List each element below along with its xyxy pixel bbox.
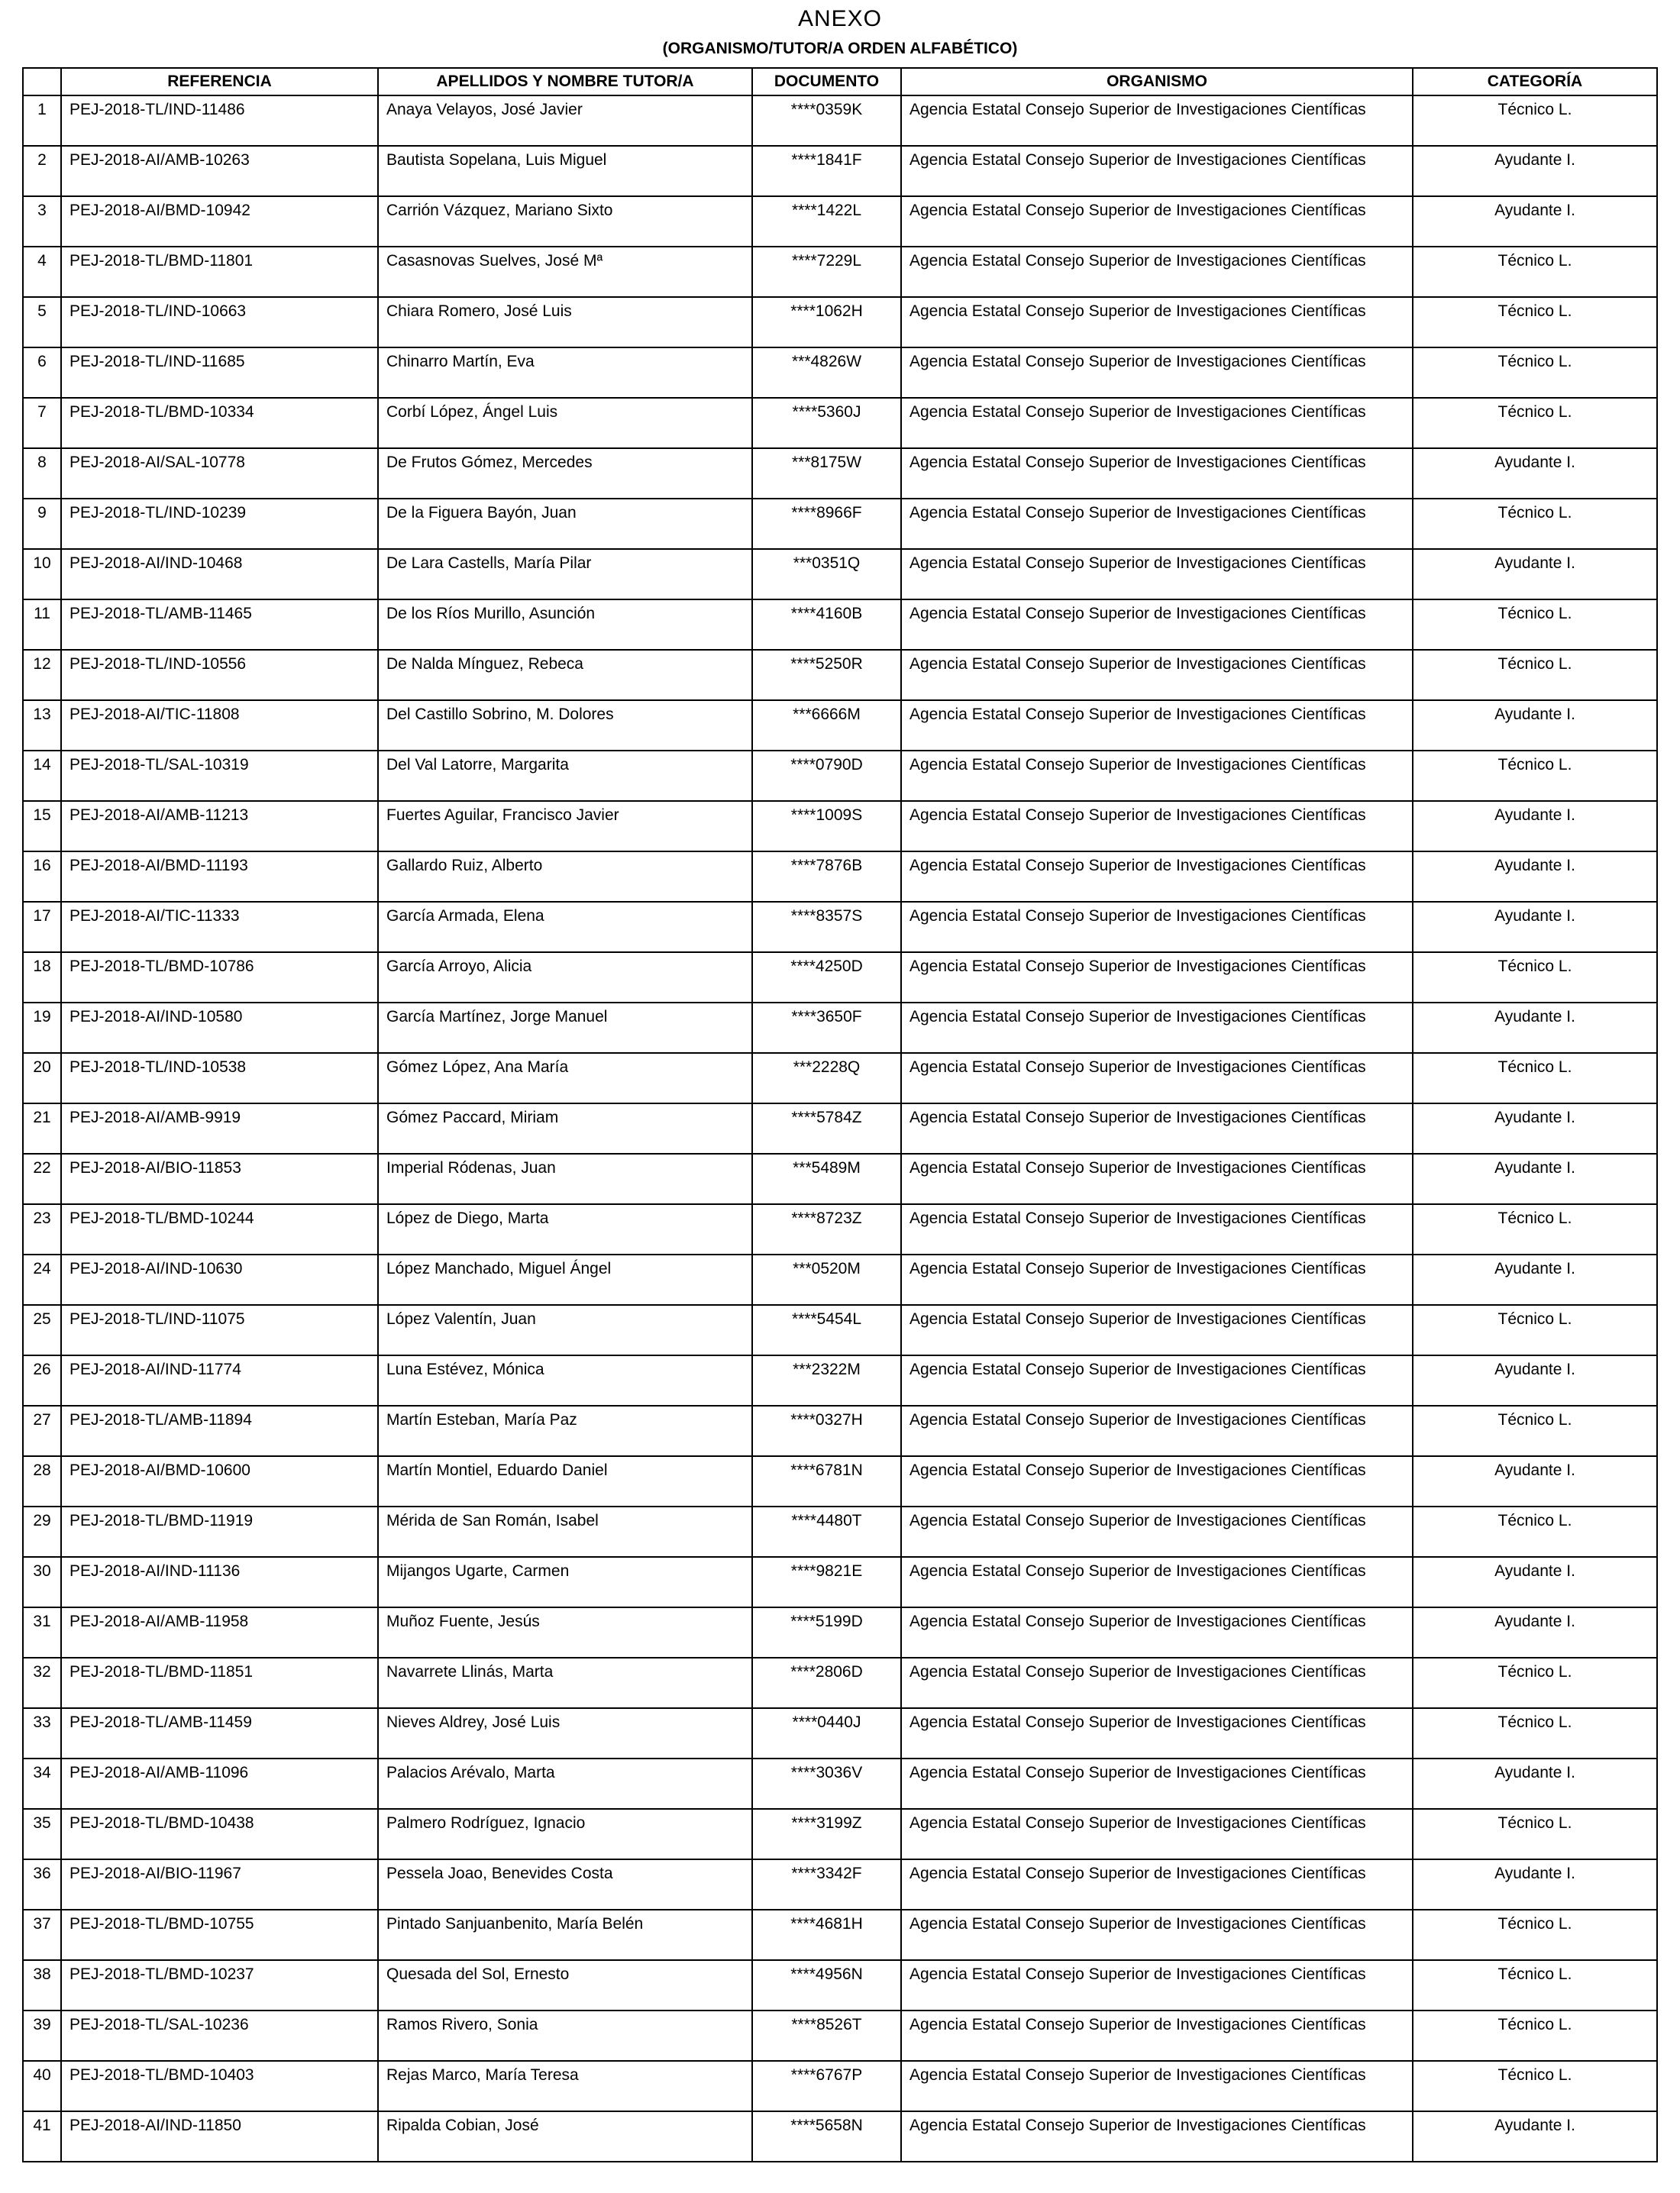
cell-categoria: Ayudante I. [1413,1557,1657,1607]
cell-tutor: De Nalda Mínguez, Rebeca [378,650,752,700]
cell-categoria: Técnico L. [1413,1204,1657,1255]
tutors-table [22,67,1658,2162]
cell-num: 1 [23,95,61,146]
cell-num: 30 [23,1557,61,1607]
cell-organismo: Agencia Estatal Consejo Superior de Investigaciones Científicas [901,1406,1413,1456]
cell-organismo: Agencia Estatal Consejo Superior de Investigaciones Científicas [901,1708,1413,1759]
cell-organismo: Agencia Estatal Consejo Superior de Investigaciones Científicas [901,2111,1413,2162]
cell-documento: ****3342F [752,1859,901,1910]
table-header-row [23,68,1657,95]
cell-organismo: Agencia Estatal Consejo Superior de Investigaciones Científicas [901,1809,1413,1859]
table-body [23,95,1657,2162]
table-row [23,247,1657,297]
cell-num: 10 [23,549,61,599]
cell-categoria: Ayudante I. [1413,1859,1657,1910]
table-row [23,347,1657,398]
cell-documento: ****1062H [752,297,901,347]
cell-tutor: Pintado Sanjuanbenito, María Belén [378,1910,752,1960]
cell-categoria: Técnico L. [1413,297,1657,347]
cell-organismo: Agencia Estatal Consejo Superior de Investigaciones Científicas [901,1658,1413,1708]
cell-referencia: PEJ-2018-AI/IND-11774 [61,1355,378,1406]
cell-documento: ****1009S [752,801,901,851]
cell-documento: ****6767P [752,2061,901,2111]
page-title: ANEXO [797,6,883,31]
cell-categoria: Técnico L. [1413,1507,1657,1557]
table-row [23,398,1657,448]
cell-categoria: Técnico L. [1413,650,1657,700]
cell-num: 22 [23,1154,61,1204]
cell-documento: ****0359K [752,95,901,146]
table-row [23,1809,1657,1859]
cell-referencia: PEJ-2018-TL/BMD-10438 [61,1809,378,1859]
cell-documento: ****4250D [752,952,901,1003]
cell-tutor: Mérida de San Román, Isabel [378,1507,752,1557]
cell-categoria: Técnico L. [1413,2011,1657,2061]
cell-documento: ***5489M [752,1154,901,1204]
cell-referencia: PEJ-2018-AI/AMB-10263 [61,146,378,196]
cell-documento: ****4681H [752,1910,901,1960]
cell-referencia: PEJ-2018-AI/BMD-10600 [61,1456,378,1507]
cell-tutor: García Armada, Elena [378,902,752,952]
column-header-organismo: ORGANISMO [901,68,1413,95]
cell-tutor: De los Ríos Murillo, Asunción [378,599,752,650]
cell-tutor: Gómez Paccard, Miriam [378,1103,752,1154]
table-row [23,751,1657,801]
cell-num: 28 [23,1456,61,1507]
cell-documento: ****7229L [752,247,901,297]
cell-tutor: Palmero Rodríguez, Ignacio [378,1809,752,1859]
cell-organismo: Agencia Estatal Consejo Superior de Investigaciones Científicas [901,1910,1413,1960]
cell-num: 18 [23,952,61,1003]
table-row [23,1859,1657,1910]
cell-documento: ****2806D [752,1658,901,1708]
cell-tutor: Martín Esteban, María Paz [378,1406,752,1456]
cell-tutor: López Manchado, Miguel Ángel [378,1255,752,1305]
cell-tutor: Anaya Velayos, José Javier [378,95,752,146]
cell-documento: ****5250R [752,650,901,700]
cell-documento: ****7876B [752,851,901,902]
cell-categoria: Ayudante I. [1413,448,1657,499]
cell-organismo: Agencia Estatal Consejo Superior de Investigaciones Científicas [901,1607,1413,1658]
cell-referencia: PEJ-2018-TL/AMB-11894 [61,1406,378,1456]
cell-tutor: Fuertes Aguilar, Francisco Javier [378,801,752,851]
table-row [23,1053,1657,1103]
cell-referencia: PEJ-2018-AI/AMB-9919 [61,1103,378,1154]
cell-num: 15 [23,801,61,851]
cell-organismo: Agencia Estatal Consejo Superior de Investigaciones Científicas [901,247,1413,297]
cell-num: 2 [23,146,61,196]
cell-tutor: Carrión Vázquez, Mariano Sixto [378,196,752,247]
cell-categoria: Técnico L. [1413,247,1657,297]
cell-tutor: Bautista Sopelana, Luis Miguel [378,146,752,196]
cell-documento: ****4160B [752,599,901,650]
cell-documento: ****6781N [752,1456,901,1507]
cell-referencia: PEJ-2018-AI/SAL-10778 [61,448,378,499]
cell-tutor: Muñoz Fuente, Jesús [378,1607,752,1658]
cell-categoria: Ayudante I. [1413,1607,1657,1658]
table-row [23,1406,1657,1456]
cell-num: 41 [23,2111,61,2162]
cell-organismo: Agencia Estatal Consejo Superior de Investigaciones Científicas [901,700,1413,751]
cell-tutor: Chiara Romero, José Luis [378,297,752,347]
cell-referencia: PEJ-2018-TL/BMD-11851 [61,1658,378,1708]
cell-num: 32 [23,1658,61,1708]
table-row [23,146,1657,196]
cell-referencia: PEJ-2018-TL/BMD-10755 [61,1910,378,1960]
cell-organismo: Agencia Estatal Consejo Superior de Investigaciones Científicas [901,2061,1413,2111]
cell-referencia: PEJ-2018-TL/IND-10556 [61,650,378,700]
column-header-categoria: CATEGORÍA [1413,68,1657,95]
cell-num: 9 [23,499,61,549]
cell-documento: ****8357S [752,902,901,952]
cell-num: 38 [23,1960,61,2011]
cell-organismo: Agencia Estatal Consejo Superior de Investigaciones Científicas [901,1456,1413,1507]
cell-num: 7 [23,398,61,448]
table-row [23,700,1657,751]
table-row [23,1204,1657,1255]
cell-referencia: PEJ-2018-TL/AMB-11459 [61,1708,378,1759]
cell-tutor: Corbí López, Ángel Luis [378,398,752,448]
cell-num: 37 [23,1910,61,1960]
cell-documento: ****5784Z [752,1103,901,1154]
cell-tutor: Pessela Joao, Benevides Costa [378,1859,752,1910]
table-row [23,1003,1657,1053]
cell-referencia: PEJ-2018-AI/BMD-10942 [61,196,378,247]
table-row [23,952,1657,1003]
cell-referencia: PEJ-2018-AI/AMB-11213 [61,801,378,851]
cell-documento: ****4956N [752,1960,901,2011]
cell-organismo: Agencia Estatal Consejo Superior de Investigaciones Científicas [901,751,1413,801]
cell-categoria: Ayudante I. [1413,1003,1657,1053]
cell-referencia: PEJ-2018-TL/SAL-10236 [61,2011,378,2061]
cell-num: 17 [23,902,61,952]
table-row [23,1960,1657,2011]
cell-referencia: PEJ-2018-AI/TIC-11808 [61,700,378,751]
table-row [23,95,1657,146]
cell-documento: ****8526T [752,2011,901,2061]
cell-tutor: Imperial Ródenas, Juan [378,1154,752,1204]
table-row [23,1557,1657,1607]
cell-categoria: Ayudante I. [1413,1154,1657,1204]
cell-organismo: Agencia Estatal Consejo Superior de Investigaciones Científicas [901,196,1413,247]
cell-num: 5 [23,297,61,347]
page-subtitle: (ORGANISMO/TUTOR/A ORDEN ALFABÉTICO) [662,40,1018,57]
cell-documento: ****5199D [752,1607,901,1658]
cell-referencia: PEJ-2018-TL/BMD-10244 [61,1204,378,1255]
cell-referencia: PEJ-2018-AI/BMD-11193 [61,851,378,902]
cell-documento: ****5658N [752,2111,901,2162]
cell-categoria: Ayudante I. [1413,1255,1657,1305]
cell-referencia: PEJ-2018-TL/IND-11685 [61,347,378,398]
cell-referencia: PEJ-2018-AI/BIO-11967 [61,1859,378,1910]
cell-categoria: Técnico L. [1413,1960,1657,2011]
cell-documento: ***8175W [752,448,901,499]
cell-referencia: PEJ-2018-TL/IND-10239 [61,499,378,549]
cell-referencia: PEJ-2018-AI/IND-11850 [61,2111,378,2162]
cell-num: 36 [23,1859,61,1910]
cell-tutor: Palacios Arévalo, Marta [378,1759,752,1809]
cell-categoria: Ayudante I. [1413,1456,1657,1507]
cell-referencia: PEJ-2018-TL/IND-10538 [61,1053,378,1103]
cell-organismo: Agencia Estatal Consejo Superior de Investigaciones Científicas [901,1557,1413,1607]
cell-tutor: Del Castillo Sobrino, M. Dolores [378,700,752,751]
cell-documento: ***6666M [752,700,901,751]
cell-referencia: PEJ-2018-TL/BMD-10786 [61,952,378,1003]
table-row [23,650,1657,700]
cell-num: 39 [23,2011,61,2061]
cell-num: 20 [23,1053,61,1103]
cell-num: 26 [23,1355,61,1406]
cell-categoria: Técnico L. [1413,347,1657,398]
cell-num: 27 [23,1406,61,1456]
cell-tutor: Nieves Aldrey, José Luis [378,1708,752,1759]
cell-categoria: Ayudante I. [1413,1103,1657,1154]
cell-num: 35 [23,1809,61,1859]
cell-referencia: PEJ-2018-AI/TIC-11333 [61,902,378,952]
cell-referencia: PEJ-2018-AI/IND-10630 [61,1255,378,1305]
cell-organismo: Agencia Estatal Consejo Superior de Investigaciones Científicas [901,1204,1413,1255]
cell-documento: ****0790D [752,751,901,801]
cell-documento: ****0440J [752,1708,901,1759]
cell-organismo: Agencia Estatal Consejo Superior de Investigaciones Científicas [901,650,1413,700]
cell-num: 16 [23,851,61,902]
cell-categoria: Técnico L. [1413,1910,1657,1960]
table-row [23,2011,1657,2061]
cell-num: 8 [23,448,61,499]
cell-tutor: De Frutos Gómez, Mercedes [378,448,752,499]
cell-organismo: Agencia Estatal Consejo Superior de Investigaciones Científicas [901,347,1413,398]
cell-organismo: Agencia Estatal Consejo Superior de Investigaciones Científicas [901,1759,1413,1809]
table-row [23,599,1657,650]
table-row [23,1507,1657,1557]
cell-num: 33 [23,1708,61,1759]
cell-categoria: Ayudante I. [1413,801,1657,851]
table-row [23,2111,1657,2162]
cell-categoria: Ayudante I. [1413,549,1657,599]
cell-num: 6 [23,347,61,398]
cell-tutor: De la Figuera Bayón, Juan [378,499,752,549]
cell-categoria: Ayudante I. [1413,1355,1657,1406]
cell-organismo: Agencia Estatal Consejo Superior de Investigaciones Científicas [901,1103,1413,1154]
cell-num: 24 [23,1255,61,1305]
cell-organismo: Agencia Estatal Consejo Superior de Investigaciones Científicas [901,1003,1413,1053]
cell-referencia: PEJ-2018-TL/BMD-11801 [61,247,378,297]
cell-organismo: Agencia Estatal Consejo Superior de Investigaciones Científicas [901,1355,1413,1406]
table-row [23,297,1657,347]
cell-documento: ****8723Z [752,1204,901,1255]
cell-tutor: Gómez López, Ana María [378,1053,752,1103]
cell-organismo: Agencia Estatal Consejo Superior de Investigaciones Científicas [901,952,1413,1003]
cell-categoria: Técnico L. [1413,751,1657,801]
cell-organismo: Agencia Estatal Consejo Superior de Investigaciones Científicas [901,499,1413,549]
cell-documento: ***0351Q [752,549,901,599]
cell-tutor: López de Diego, Marta [378,1204,752,1255]
cell-categoria: Técnico L. [1413,1053,1657,1103]
cell-categoria: Técnico L. [1413,1658,1657,1708]
cell-tutor: De Lara Castells, María Pilar [378,549,752,599]
cell-categoria: Ayudante I. [1413,1759,1657,1809]
table-row [23,499,1657,549]
cell-categoria: Ayudante I. [1413,2111,1657,2162]
cell-organismo: Agencia Estatal Consejo Superior de Investigaciones Científicas [901,1255,1413,1305]
table-row [23,1255,1657,1305]
cell-documento: ****8966F [752,499,901,549]
cell-tutor: Casasnovas Suelves, José Mª [378,247,752,297]
column-header-documento: DOCUMENTO [752,68,901,95]
cell-organismo: Agencia Estatal Consejo Superior de Investigaciones Científicas [901,448,1413,499]
cell-num: 25 [23,1305,61,1355]
cell-tutor: Chinarro Martín, Eva [378,347,752,398]
cell-num: 19 [23,1003,61,1053]
table-row [23,1910,1657,1960]
cell-organismo: Agencia Estatal Consejo Superior de Investigaciones Científicas [901,599,1413,650]
cell-referencia: PEJ-2018-TL/BMD-10237 [61,1960,378,2011]
cell-num: 34 [23,1759,61,1809]
cell-organismo: Agencia Estatal Consejo Superior de Investigaciones Científicas [901,902,1413,952]
cell-num: 29 [23,1507,61,1557]
cell-documento: ***4826W [752,347,901,398]
cell-organismo: Agencia Estatal Consejo Superior de Investigaciones Científicas [901,549,1413,599]
cell-categoria: Ayudante I. [1413,196,1657,247]
table-row [23,1355,1657,1406]
table-row [23,2061,1657,2111]
cell-referencia: PEJ-2018-TL/AMB-11465 [61,599,378,650]
cell-referencia: PEJ-2018-AI/IND-10468 [61,549,378,599]
cell-categoria: Técnico L. [1413,1305,1657,1355]
cell-categoria: Técnico L. [1413,952,1657,1003]
cell-organismo: Agencia Estatal Consejo Superior de Investigaciones Científicas [901,1154,1413,1204]
cell-categoria: Ayudante I. [1413,902,1657,952]
cell-documento: ****0327H [752,1406,901,1456]
cell-num: 31 [23,1607,61,1658]
table-row [23,1759,1657,1809]
cell-categoria: Ayudante I. [1413,146,1657,196]
cell-num: 11 [23,599,61,650]
cell-organismo: Agencia Estatal Consejo Superior de Investigaciones Científicas [901,1053,1413,1103]
cell-organismo: Agencia Estatal Consejo Superior de Investigaciones Científicas [901,95,1413,146]
cell-num: 21 [23,1103,61,1154]
table-row [23,1103,1657,1154]
cell-referencia: PEJ-2018-TL/BMD-10334 [61,398,378,448]
cell-tutor: Quesada del Sol, Ernesto [378,1960,752,2011]
cell-tutor: Navarrete Llinás, Marta [378,1658,752,1708]
cell-organismo: Agencia Estatal Consejo Superior de Investigaciones Científicas [901,2011,1413,2061]
cell-categoria: Técnico L. [1413,599,1657,650]
cell-organismo: Agencia Estatal Consejo Superior de Investigaciones Científicas [901,801,1413,851]
cell-tutor: Luna Estévez, Mónica [378,1355,752,1406]
cell-categoria: Técnico L. [1413,2061,1657,2111]
cell-referencia: PEJ-2018-TL/BMD-11919 [61,1507,378,1557]
cell-referencia: PEJ-2018-TL/IND-11075 [61,1305,378,1355]
cell-organismo: Agencia Estatal Consejo Superior de Investigaciones Científicas [901,1960,1413,2011]
cell-tutor: López Valentín, Juan [378,1305,752,1355]
cell-tutor: García Arroyo, Alicia [378,952,752,1003]
cell-referencia: PEJ-2018-AI/IND-10580 [61,1003,378,1053]
table-row [23,1305,1657,1355]
cell-organismo: Agencia Estatal Consejo Superior de Investigaciones Científicas [901,1507,1413,1557]
cell-referencia: PEJ-2018-AI/BIO-11853 [61,1154,378,1204]
cell-tutor: Martín Montiel, Eduardo Daniel [378,1456,752,1507]
cell-categoria: Ayudante I. [1413,700,1657,751]
table-row [23,1456,1657,1507]
cell-referencia: PEJ-2018-TL/IND-10663 [61,297,378,347]
cell-referencia: PEJ-2018-AI/AMB-11096 [61,1759,378,1809]
table-row [23,1154,1657,1204]
cell-tutor: García Martínez, Jorge Manuel [378,1003,752,1053]
column-header-referencia: REFERENCIA [61,68,378,95]
cell-categoria: Técnico L. [1413,1406,1657,1456]
table-row [23,448,1657,499]
cell-categoria: Técnico L. [1413,1708,1657,1759]
column-header-row-number [23,68,61,95]
table-row [23,851,1657,902]
cell-num: 12 [23,650,61,700]
table-header [23,68,1657,95]
cell-documento: ****3199Z [752,1809,901,1859]
cell-referencia: PEJ-2018-TL/IND-11486 [61,95,378,146]
cell-num: 23 [23,1204,61,1255]
cell-documento: ***2228Q [752,1053,901,1103]
cell-referencia: PEJ-2018-TL/BMD-10403 [61,2061,378,2111]
cell-documento: ***0520M [752,1255,901,1305]
table-row [23,1658,1657,1708]
cell-referencia: PEJ-2018-AI/AMB-11958 [61,1607,378,1658]
cell-tutor: Ramos Rivero, Sonia [378,2011,752,2061]
cell-tutor: Mijangos Ugarte, Carmen [378,1557,752,1607]
cell-referencia: PEJ-2018-TL/SAL-10319 [61,751,378,801]
cell-documento: ****1422L [752,196,901,247]
table-row [23,549,1657,599]
cell-organismo: Agencia Estatal Consejo Superior de Investigaciones Científicas [901,1859,1413,1910]
table-row [23,801,1657,851]
cell-categoria: Técnico L. [1413,95,1657,146]
cell-documento: ****4480T [752,1507,901,1557]
cell-documento: ***2322M [752,1355,901,1406]
cell-documento: ****5454L [752,1305,901,1355]
table-row [23,1708,1657,1759]
cell-organismo: Agencia Estatal Consejo Superior de Investigaciones Científicas [901,146,1413,196]
cell-num: 3 [23,196,61,247]
cell-organismo: Agencia Estatal Consejo Superior de Investigaciones Científicas [901,297,1413,347]
cell-tutor: Gallardo Ruiz, Alberto [378,851,752,902]
cell-organismo: Agencia Estatal Consejo Superior de Investigaciones Científicas [901,851,1413,902]
cell-documento: ****5360J [752,398,901,448]
cell-documento: ****9821E [752,1557,901,1607]
cell-categoria: Técnico L. [1413,398,1657,448]
cell-referencia: PEJ-2018-AI/IND-11136 [61,1557,378,1607]
cell-num: 4 [23,247,61,297]
cell-tutor: Ripalda Cobian, José [378,2111,752,2162]
cell-categoria: Técnico L. [1413,499,1657,549]
cell-categoria: Técnico L. [1413,1809,1657,1859]
cell-tutor: Del Val Latorre, Margarita [378,751,752,801]
column-header-tutor: APELLIDOS Y NOMBRE TUTOR/A [378,68,752,95]
table-row [23,902,1657,952]
table-row [23,196,1657,247]
table-row [23,1607,1657,1658]
cell-documento: ****1841F [752,146,901,196]
cell-documento: ****3036V [752,1759,901,1809]
cell-num: 14 [23,751,61,801]
cell-organismo: Agencia Estatal Consejo Superior de Investigaciones Científicas [901,398,1413,448]
cell-tutor: Rejas Marco, María Teresa [378,2061,752,2111]
cell-categoria: Ayudante I. [1413,851,1657,902]
cell-organismo: Agencia Estatal Consejo Superior de Investigaciones Científicas [901,1305,1413,1355]
cell-documento: ****3650F [752,1003,901,1053]
cell-num: 13 [23,700,61,751]
cell-num: 40 [23,2061,61,2111]
